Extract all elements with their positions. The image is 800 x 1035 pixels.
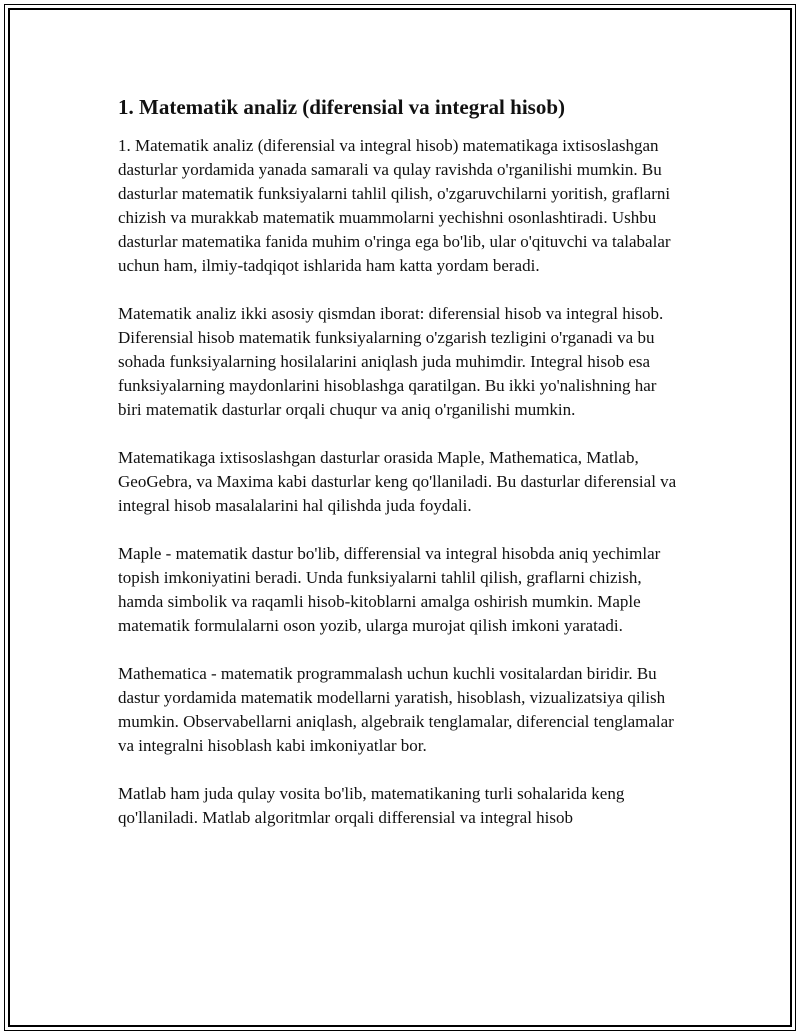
document-body [118, 94, 684, 854]
paragraph-mathematica: Mathematica - matematik programmalash uchun kuchli vositalardan biridir. Bu dastur yordamida matematik modellarni yaratish, hisoblash, vizualizatsiya qilish mumkin. Observabellarni aniqlash, algebraik tenglamalar, diferencial tenglamalar va integralni hisoblash kabi imkoniyatlar bor. [118, 664, 674, 755]
paragraph-maple: Maple - matematik dastur bo'lib, differensial va integral hisobda aniq yechimlar topish imkoniyatini beradi. Unda funksiyalarni tahlil qilish, graflarni chizish, hamda simbolik va raqamli hisob-kitoblarni amalga oshirish mumkin. Maple matematik formulalarni oson yozib, ularga murojat qilish imkoni yaratadi. [118, 544, 661, 635]
paragraph-matlab: Matlab ham juda qulay vosita bo'lib, matematikaning turli sohalarida keng qo'llaniladi. Matlab algoritmlar orqali differensial va integral hisob [118, 784, 625, 827]
paragraph-analysis-parts: Matematik analiz ikki asosiy qismdan iborat: diferensial hisob va integral hisob. Diferensial hisob matematik funksiyalarning o'zgarish tezligini o'rganadi va bu sohada funksiyalarning hosilalarini aniqlash juda muhimdir. Integral hisob esa funksiyalarning maydonlarini hisoblashga qaratilgan. Bu ikki yo'nalishning har biri matematik dasturlar orqali chuqur va aniq o'rganilishi mumkin. [118, 304, 664, 419]
paragraph-software-list: Matematikaga ixtisoslashgan dasturlar orasida Maple, Mathematica, Matlab, GeoGebra, va Maxima kabi dasturlar keng qo'llaniladi. Bu dasturlar diferensial va integral hisob masalalarini hal qilishda juda foydali. [118, 448, 677, 515]
paragraph-intro: 1. Matematik analiz (diferensial va integral hisob) matematikaga ixtisoslashgan dasturlar yordamida yanada samarali va qulay ravishda o'rganilishi mumkin. Bu dasturlar matematik funksiyalarni tahlil qilish, o'zgaruvchilarni yoritish, graflarni chizish va murakkab matematik muammolarni yechishni osonlashtiradi. Ushbu dasturlar matematika fanida muhim o'ringa ega bo'lib, ular o'qituvchi va talabalar uchun ham, ilmiy-tadqiqot ishlarida ham katta yordam beradi. [118, 136, 671, 275]
section-heading: 1. Matematik analiz (diferensial va integral hisob) [118, 95, 565, 119]
